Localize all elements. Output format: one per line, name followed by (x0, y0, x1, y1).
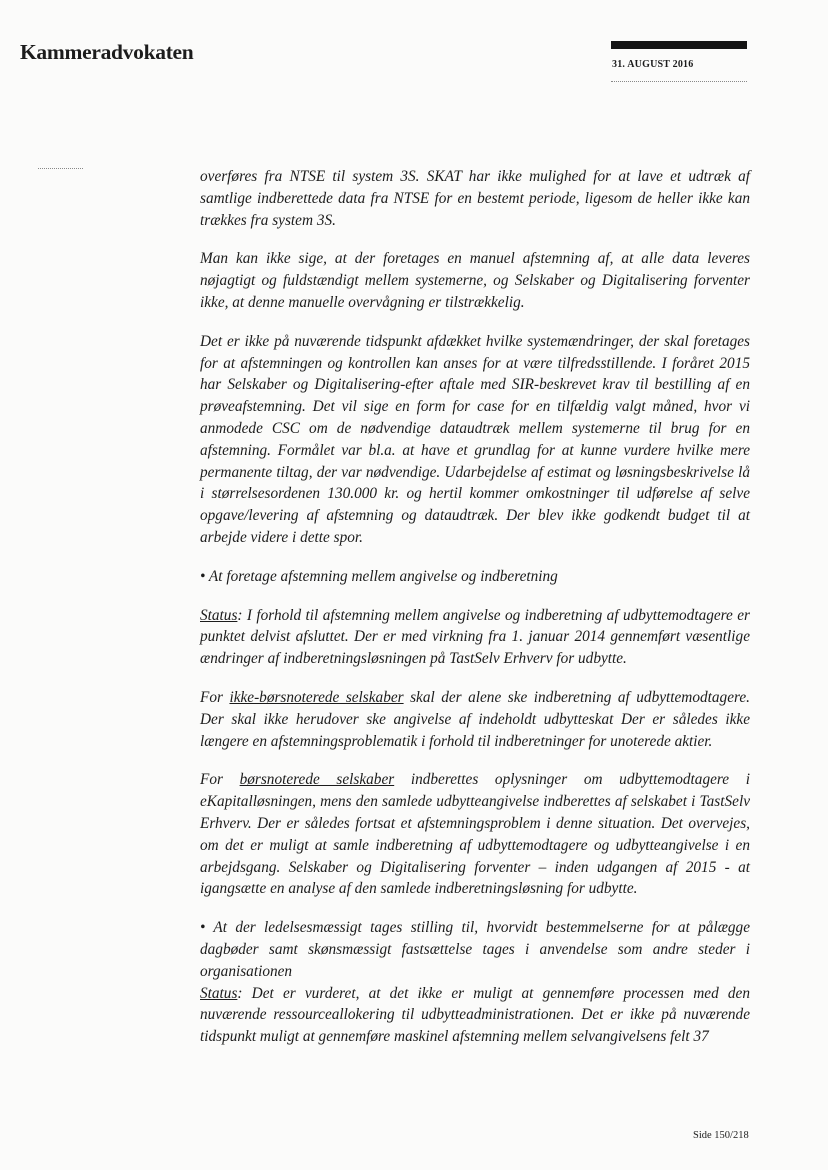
page-number: Side 150/218 (693, 1130, 749, 1141)
paragraph (200, 769, 750, 900)
margin-divider (38, 168, 83, 169)
paragraph: overføres fra NTSE til system 3S. SKAT har ikke mulighed for at lave et udtræk af samtlige indberettede data fra NTSE for en bestemt periode, ligesom de heller ikke kan trækkes fra system 3S. (200, 168, 750, 229)
status-text: : Det er vurderet, at det ikke er muligt at gennemføre processen med den nuværende ressourceallokering til udbytteadministrationen. Det er ikke på nuværende tidspunkt muligt at gennemføre maskinel afstemning mellem selvangivelsens felt 37 (200, 984, 750, 1046)
paragraph-text: indberettes oplysninger om udbyttemodtagere i eKapitalløsningen, mens den samlede udbytteangivelse indberettes af selskabet i TastSelv Erhverv. Der er således fortsat et afstemningsproblem i denne situation. Det overvejes, om det er muligt at samle indberetning af udbyttemodtagere og udbytteangivelse i en arbejdsgang. Selskaber og Digitalisering forventer – inden udgangen af 2015 - at igangsætte en analyse af den samlede indberetningsløsning for udbytte. (200, 771, 750, 898)
bullet-item: • At der ledelsesmæssigt tages stilling til, hvorvidt bestemmelserne for at pålægge dagbøder samt skønsmæssigt fastsættelse tages i anvendelse som andre steder i organisationen (200, 919, 750, 980)
status-label: Status (200, 984, 238, 1002)
paragraph-text: skal der alene ske indberetning af udbyttemodtagere. Der skal ikke herudover ske angivelse af indeholdt udbytteskat Der er således ikke længere en afstemningsproblematik i forhold til indberetninger for unoterede aktier. (200, 688, 750, 750)
status-label: Status (200, 606, 238, 624)
document-date: 31. AUGUST 2016 (612, 59, 694, 70)
status-paragraph (200, 605, 750, 670)
paragraph: Man kan ikke sige, at der foretages en manuel afstemning af, at alle data leveres nøjagtigt og fuldstændigt mellem systemerne, og Selskaber og Digitalisering forventer ikke, at denne manuelle overvågning er tilstrækkelig. (200, 250, 750, 311)
paragraph (200, 687, 750, 752)
date-divider (611, 81, 747, 82)
status-paragraph (200, 983, 750, 1048)
paragraph: Det er ikke på nuværende tidspunkt afdækket hvilke systemændringer, der skal foretages for at afstemningen og kontrollen kan anses for at være tilfredsstillende. I foråret 2015 har Selskaber og Digitalisering-efter aftale med SIR-beskrevet krav til bestilling af en prøveafstemning. Det vil sige en form for case for en tilfældig valgt måned, hvor vi anmodede CSC om de nødvendige dataudtræk mellem systemerne til brug for en afstemning. Formålet var bl.a. at have et grundlag for at kunne vurdere hvilke mere permanente tiltag, der var nødvendige. Udarbejdelse af estimat og løsningsbeskrivelse lå i størrelsesordenen 130.000 kr. og hertil kommer omkostninger til udførelse af selve opgave/levering af afstemning og dataudtræk. Der blev ikke godkendt budget til at arbejde videre i dette spor. (200, 332, 750, 546)
paragraph-lead: For (200, 688, 230, 706)
document-body (200, 166, 750, 1065)
underlined-term: børsnoterede selskaber (239, 771, 395, 789)
underlined-term: ikke-børsnoterede selskaber (229, 688, 404, 706)
paragraph-lead: For (200, 771, 240, 789)
status-text: : I forhold til afstemning mellem angivelse og indberetning af udbyttemodtagere er punktet delvist afsluttet. Der er med virkning fra 1. januar 2014 gennemført væsentlige ændringer af indberetningsløsningen på TastSelv Erhverv for udbytte. (200, 606, 750, 668)
firm-name: Kammeradvokaten (20, 40, 194, 64)
bullet-item: • At foretage afstemning mellem angivelse og indberetning (200, 567, 558, 585)
header-bar (611, 41, 747, 49)
